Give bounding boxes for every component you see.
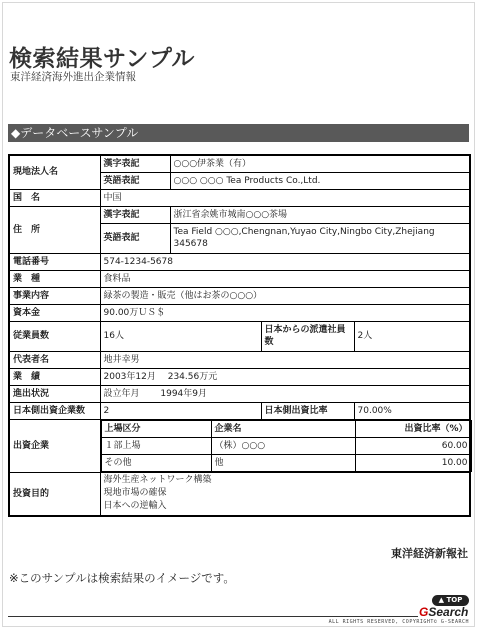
copyright-text: ALL RIGHTS RESERVED, COPYRIGHT© G-SEARCH bbox=[328, 619, 469, 625]
investor-company: 他 bbox=[211, 454, 355, 471]
english-label: 英語表記 bbox=[100, 172, 170, 189]
table-row bbox=[9, 368, 470, 385]
table-row bbox=[101, 437, 471, 454]
employees-label: 従業員数 bbox=[9, 321, 100, 351]
table-row bbox=[9, 321, 470, 351]
purpose-item: 現地市場の確保 bbox=[103, 488, 167, 499]
table-row bbox=[9, 419, 470, 472]
dispatched-value: 2人 bbox=[354, 321, 470, 351]
table-row bbox=[9, 270, 470, 287]
table-row bbox=[9, 385, 470, 402]
rep-value: 地井幸男 bbox=[100, 351, 470, 368]
sample-note: ※このサンプルは検索結果のイメージです。 bbox=[9, 571, 235, 585]
section-header: ◆データベースサンプル bbox=[8, 124, 469, 142]
employees-value: 16人 bbox=[100, 321, 261, 351]
status-value: 設立年月 1994年9月 bbox=[100, 385, 470, 402]
capital-label: 資本金 bbox=[9, 304, 100, 321]
investor-header-listing: 上場区分 bbox=[101, 420, 211, 437]
local-name-label: 現地法人名 bbox=[9, 155, 100, 189]
table-row bbox=[9, 155, 470, 172]
phone-value: 574-1234-5678 bbox=[100, 253, 470, 270]
jp-investors-label: 日本側出資企業数 bbox=[9, 402, 100, 419]
address-english: Tea Field ○○○,Chengnan,Yuyao City,Ningbo City,Zhejiang 345678 bbox=[170, 223, 470, 253]
table-row bbox=[101, 454, 471, 471]
performance-label: 業 績 bbox=[9, 368, 100, 385]
local-name-kanji: ○○○伊茶業（有） bbox=[170, 155, 470, 172]
investor-listing: その他 bbox=[101, 454, 211, 471]
company-record-table bbox=[8, 154, 471, 517]
jp-ratio-label: 日本側出資比率 bbox=[261, 402, 354, 419]
investor-header-company: 企業名 bbox=[211, 420, 355, 437]
country-value: 中国 bbox=[100, 189, 470, 206]
page-title: 検索結果サンプル bbox=[9, 46, 195, 72]
table-row bbox=[9, 351, 470, 368]
investors-cell bbox=[100, 419, 470, 472]
kanji-label: 漢字表記 bbox=[100, 155, 170, 172]
table-row bbox=[9, 253, 470, 270]
investor-header-ratio: 出資比率（%） bbox=[355, 420, 471, 437]
performance-value: 2003年12月 234.56万元 bbox=[100, 368, 470, 385]
industry-label: 業 種 bbox=[9, 270, 100, 287]
investor-ratio: 10.00 bbox=[355, 454, 471, 471]
publisher-name: 東洋経済新報社 bbox=[391, 547, 468, 560]
investor-company: （株）○○○ bbox=[211, 437, 355, 454]
local-name-english: ○○○ ○○○ Tea Products Co.,Ltd. bbox=[170, 172, 470, 189]
purpose-value bbox=[100, 472, 470, 516]
purpose-label: 投資目的 bbox=[9, 472, 100, 516]
status-label: 進出状況 bbox=[9, 385, 100, 402]
table-row bbox=[9, 189, 470, 206]
kanji-label: 漢字表記 bbox=[100, 206, 170, 223]
phone-label: 電話番号 bbox=[9, 253, 100, 270]
table-row bbox=[9, 206, 470, 223]
investor-listing: １部上場 bbox=[101, 437, 211, 454]
table-row bbox=[9, 304, 470, 321]
purpose-item: 海外生産ネットワーク構築 bbox=[103, 475, 212, 486]
capital-value: 90.00万ＵＳ＄ bbox=[100, 304, 470, 321]
address-kanji: 浙江省余姚市城南○○○茶場 bbox=[170, 206, 470, 223]
investors-label: 出資企業 bbox=[9, 419, 100, 472]
table-row bbox=[9, 472, 470, 516]
table-row bbox=[9, 402, 470, 419]
rep-label: 代表者名 bbox=[9, 351, 100, 368]
gsearch-logo bbox=[419, 606, 469, 619]
english-label: 英語表記 bbox=[100, 223, 170, 253]
address-label: 住 所 bbox=[9, 206, 100, 253]
table-row bbox=[101, 420, 471, 437]
logo-g: G bbox=[419, 605, 429, 619]
investor-ratio: 60.00 bbox=[355, 437, 471, 454]
dispatched-label: 日本からの派遣社員数 bbox=[261, 321, 354, 351]
purpose-item: 日本への逆輸入 bbox=[103, 501, 167, 512]
page-subtitle: 東洋経済海外進出企業情報 bbox=[10, 71, 136, 83]
industry-value: 食料品 bbox=[100, 270, 470, 287]
business-value: 緑茶の製造・販売（他はお茶の○○○） bbox=[100, 287, 470, 304]
jp-investors-value: 2 bbox=[100, 402, 261, 419]
country-label: 国 名 bbox=[9, 189, 100, 206]
investors-table bbox=[101, 420, 472, 472]
table-row bbox=[9, 287, 470, 304]
logo-text: Search bbox=[428, 605, 469, 619]
footer-divider bbox=[8, 616, 418, 617]
back-to-top-button[interactable]: ▲ TOP bbox=[432, 595, 469, 606]
business-label: 事業内容 bbox=[9, 287, 100, 304]
jp-ratio-value: 70.00% bbox=[354, 402, 470, 419]
